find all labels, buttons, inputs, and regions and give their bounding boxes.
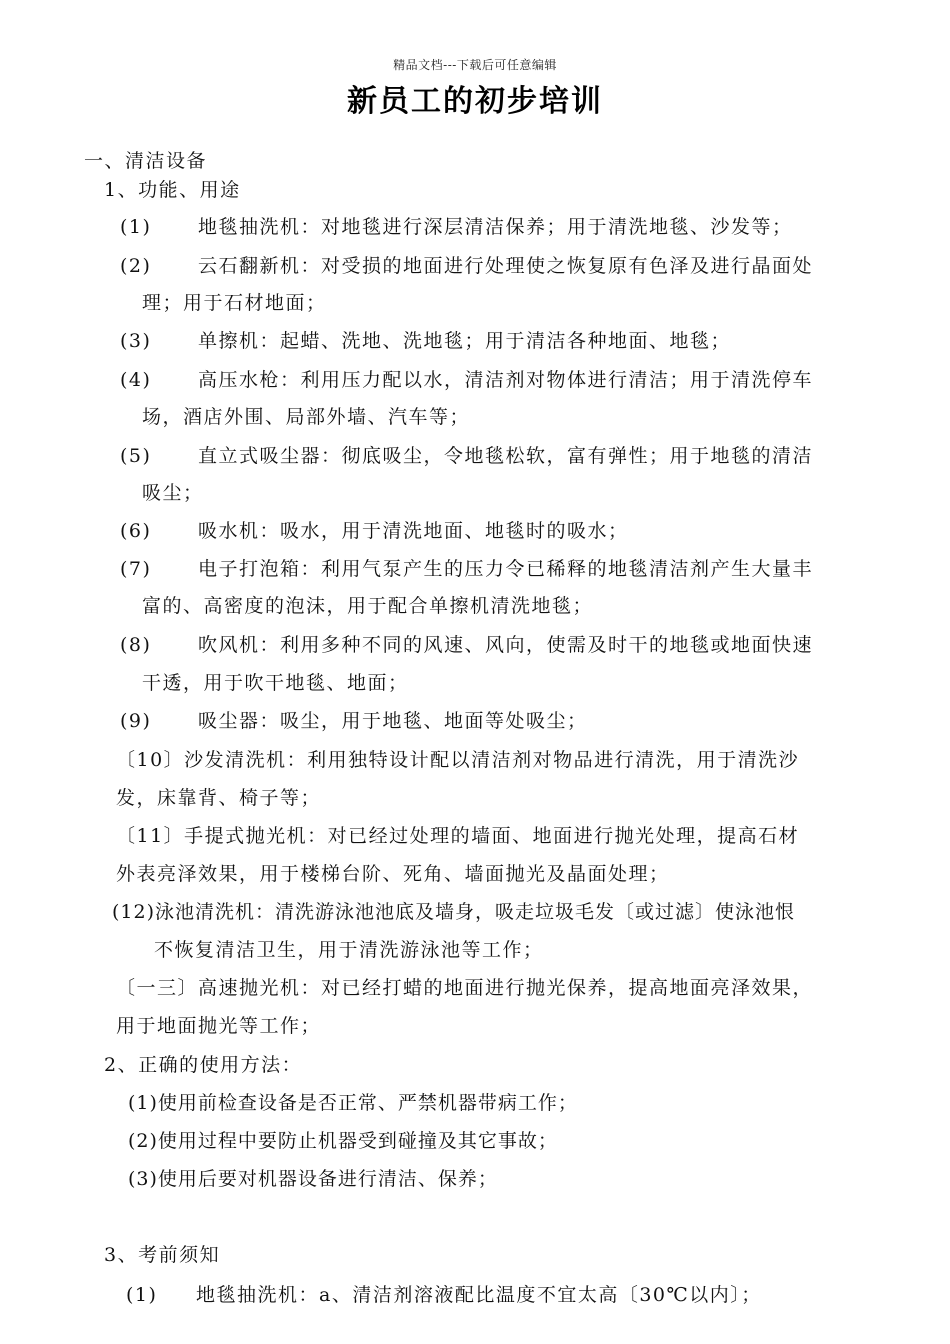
list-item (120, 554, 813, 581)
item-continuation: 干透，用于吹干地毯、地面； (142, 672, 409, 694)
item-continuation: 场，酒店外围、局部外墙、汽车等； (142, 406, 471, 428)
item-text: 单擦机：起蜡、洗地、洗地毯；用于清洁各种地面、地毯； (198, 330, 732, 352)
item-continuation: 外表亮泽效果，用于楼梯台阶、死角、墙面抛光及晶面处理； (116, 863, 670, 885)
item-number: (3) (120, 330, 152, 352)
item-number: (2) (120, 255, 152, 277)
list-item (120, 706, 588, 733)
list-item (120, 365, 813, 392)
list-item: (12)泳池清洗机：清洗游泳池池底及墙身，吸走垃圾毛发〔或过滤〕使泳池恨 (112, 901, 796, 923)
item-number: (1) (126, 1284, 158, 1306)
item-continuation: 吸尘； (142, 482, 204, 504)
item-number: (7) (120, 558, 152, 580)
list-item: 〔11〕手提式抛光机：对已经过处理的墙面、地面进行抛光处理，提高石材 (116, 825, 800, 847)
item-continuation: 富的、高密度的泡沫，用于配合单擦机清洗地毯； (142, 595, 594, 617)
item-text: 高压水枪：利用压力配以水，清洁剂对物体进行清洁；用于清洗停车 (198, 369, 814, 391)
list-item (120, 516, 629, 543)
item-text: 吸水机：吸水，用于清洗地面、地毯时的吸水； (198, 520, 629, 542)
list-item (126, 1280, 762, 1307)
item-text: 地毯抽洗机：a、清洁剂溶液配比温度不宜太高〔30℃以内〕； (196, 1284, 762, 1306)
item-number: (5) (120, 445, 152, 467)
subsection-heading: 3、考前须知 (104, 1244, 221, 1266)
list-item: (3)使用后要对机器设备进行清洁、保养； (128, 1168, 498, 1190)
list-item (120, 212, 793, 239)
section-heading: 一、清洁设备 (84, 150, 208, 172)
item-text: 地毯抽洗机：对地毯进行深层清洁保养；用于清洗地毯、沙发等； (198, 216, 793, 238)
list-item: (2)使用过程中要防止机器受到碰撞及其它事故； (128, 1130, 558, 1152)
item-number: (9) (120, 710, 152, 732)
item-number: (6) (120, 520, 152, 542)
item-text: 云石翻新机：对受损的地面进行处理使之恢复原有色泽及进行晶面处 (198, 255, 814, 277)
list-item: 〔10〕沙发清洗机：利用独特设计配以清洁剂对物品进行清洗，用于清洗沙 (116, 749, 800, 771)
list-item (120, 326, 731, 353)
list-item (120, 251, 813, 278)
subsection-heading: 2、正确的使用方法： (104, 1054, 303, 1076)
list-item: 〔一三〕高速抛光机：对已经打蜡的地面进行抛光保养，提高地面亮泽效果， (116, 977, 814, 999)
item-text: 吹风机：利用多种不同的风速、风向，使需及时干的地毯或地面快速 (198, 634, 814, 656)
item-continuation: 不恢复清洁卫生，用于清洗游泳池等工作； (154, 939, 544, 961)
watermark-text: 精品文档---下载后可任意编辑 (393, 58, 557, 72)
item-number: (8) (120, 634, 152, 656)
item-text: 电子打泡箱：利用气泵产生的压力令已稀释的地毯清洁剂产生大量丰 (198, 558, 814, 580)
item-text: 吸尘器：吸尘，用于地毯、地面等处吸尘； (198, 710, 588, 732)
list-item: (1)使用前检查设备是否正常、严禁机器带病工作； (128, 1092, 578, 1114)
item-continuation: 理；用于石材地面； (142, 292, 327, 314)
list-item (120, 630, 813, 657)
item-text: 直立式吸尘器：彻底吸尘，令地毯松软，富有弹性；用于地毯的清洁 (198, 445, 814, 467)
list-item (120, 441, 813, 468)
page-title: 新员工的初步培训 (347, 84, 603, 119)
item-continuation: 发，床靠背、椅子等； (116, 787, 322, 809)
item-number: (1) (120, 216, 152, 238)
subsection-heading: 1、功能、用途 (104, 179, 241, 201)
item-continuation: 用于地面抛光等工作； (116, 1015, 322, 1037)
item-number: (4) (120, 369, 152, 391)
